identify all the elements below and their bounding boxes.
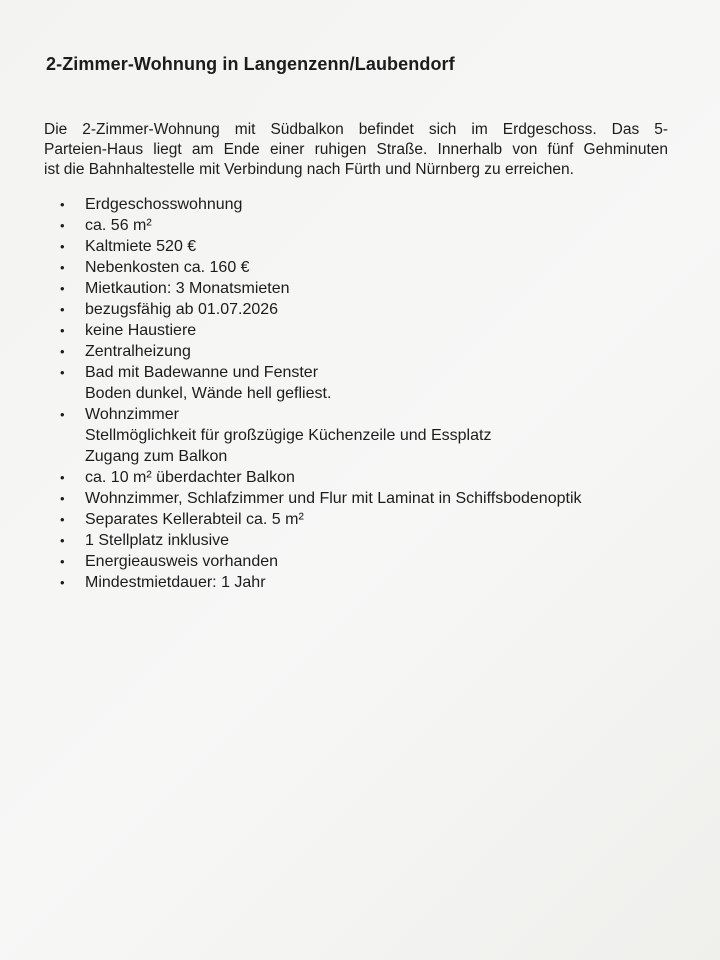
intro-line: ist die Bahnhaltestelle mit Verbindung nach Fürth und Nürnberg zu erreichen. xyxy=(44,161,574,178)
feature-text: Bad mit Badewanne und Fenster xyxy=(85,364,319,381)
feature-list-item xyxy=(58,341,678,362)
feature-text: Separates Kellerabteil ca. 5 m² xyxy=(85,511,304,528)
feature-text: Mietkaution: 3 Monatsmieten xyxy=(85,280,290,297)
feature-list-item xyxy=(58,278,678,299)
feature-list-item xyxy=(58,488,678,509)
bullet-icon: • xyxy=(60,344,65,359)
feature-list-item xyxy=(58,236,678,257)
feature-text: Wohnzimmer xyxy=(85,406,179,423)
feature-text: Kaltmiete 520 € xyxy=(85,238,197,255)
feature-text: keine Haustiere xyxy=(85,322,197,339)
feature-list-item xyxy=(58,509,678,530)
bullet-icon: • xyxy=(60,323,65,338)
feature-text: bezugsfähig ab 01.07.2026 xyxy=(85,301,279,318)
bullet-icon: • xyxy=(60,197,65,212)
feature-list-item xyxy=(58,530,678,551)
feature-list-item xyxy=(58,257,678,278)
bullet-icon: • xyxy=(60,491,65,506)
feature-text: Mindestmietdauer: 1 Jahr xyxy=(85,574,266,591)
feature-list-item xyxy=(58,194,678,215)
feature-text: Stellmöglichkeit für großzügige Küchenzeile und Essplatz xyxy=(85,427,492,444)
feature-text: Boden dunkel, Wände hell gefliest. xyxy=(85,385,332,402)
feature-list-item xyxy=(58,404,678,467)
intro-line: Die 2-Zimmer-Wohnung mit Südbalkon befindet sich im Erdgeschoss. Das 5- xyxy=(44,121,668,138)
bullet-icon: • xyxy=(60,239,65,254)
bullet-icon: • xyxy=(60,512,65,527)
intro-paragraph xyxy=(44,120,668,180)
feature-list-item xyxy=(58,572,678,593)
feature-text: 1 Stellplatz inklusive xyxy=(85,532,230,549)
bullet-icon: • xyxy=(60,365,65,380)
feature-text: Zentralheizung xyxy=(85,343,191,360)
feature-list-item xyxy=(58,320,678,341)
bullet-icon: • xyxy=(60,218,65,233)
feature-list-item xyxy=(58,299,678,320)
feature-text: Erdgeschosswohnung xyxy=(85,196,243,213)
feature-text: ca. 10 m² überdachter Balkon xyxy=(85,469,295,486)
bullet-icon: • xyxy=(60,260,65,275)
bullet-icon: • xyxy=(60,575,65,590)
bullet-icon: • xyxy=(60,302,65,317)
bullet-icon: • xyxy=(60,407,65,422)
feature-text: Wohnzimmer, Schlafzimmer und Flur mit Laminat in Schiffsbodenoptik xyxy=(85,490,582,507)
intro-line: Parteien-Haus liegt am Ende einer ruhigen Straße. Innerhalb von fünf Gehminuten xyxy=(44,141,668,158)
feature-list-item xyxy=(58,551,678,572)
feature-list-item xyxy=(58,215,678,236)
feature-text: Nebenkosten ca. 160 € xyxy=(85,259,250,276)
bullet-icon: • xyxy=(60,281,65,296)
bullet-icon: • xyxy=(60,470,65,485)
feature-text: Zugang zum Balkon xyxy=(85,448,228,465)
document-title: 2-Zimmer-Wohnung in Langenzenn/Laubendorf xyxy=(46,54,455,74)
bullet-icon: • xyxy=(60,533,65,548)
feature-list-item xyxy=(58,467,678,488)
feature-list-item xyxy=(58,362,678,404)
feature-text: Energieausweis vorhanden xyxy=(85,553,279,570)
bullet-icon: • xyxy=(60,554,65,569)
feature-text: ca. 56 m² xyxy=(85,217,152,234)
feature-list xyxy=(58,194,678,593)
